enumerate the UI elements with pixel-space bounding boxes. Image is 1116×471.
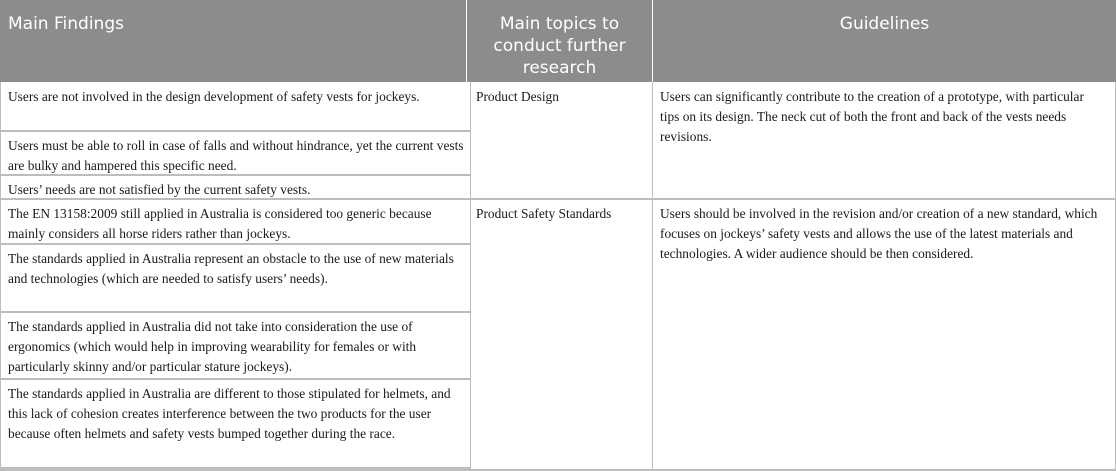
finding-cell: Users’ needs are not satisfied by the current safety vests. — [0, 176, 470, 200]
finding-cell: The EN 13158:2009 still applied in Australia is considered too generic because mainly considers all horse riders rather than jockeys. — [0, 200, 470, 245]
guideline-cell: Users should be involved in the revision and/or creation of a new standard, which focuses on jockeys’ safety vests and allows the use of the latest materials and technologies. A wider audience should be then considered. — [652, 200, 1116, 471]
finding-cell: Users are not involved in the design development of safety vests for jockeys. — [0, 83, 470, 132]
header-main-findings: Main Findings — [0, 0, 466, 82]
finding-cell: Users must be able to roll in case of falls and without hindrance, yet the current vests are bulky and hampered this specific need. — [0, 132, 470, 176]
column-divider — [652, 82, 653, 471]
header-main-topics: Main topics to conduct further research — [466, 0, 652, 82]
column-divider — [470, 82, 471, 471]
topic-cell: Product Design — [470, 83, 652, 200]
header-guidelines: Guidelines — [652, 0, 1116, 82]
finding-cell: The standards applied in Australia are different to those stipulated for helmets, and this lack of cohesion creates interference between the two products for the user because often helmets and safety vests bumped together during the race. — [0, 380, 470, 469]
column-divider — [0, 82, 1, 471]
topic-cell: Product Safety Standards — [470, 200, 652, 471]
finding-cell: The standards applied in Australia represent an obstacle to the use of new materials and technologies (which are needed to satisfy users’ needs). — [0, 245, 470, 313]
guideline-cell: Users can significantly contribute to the creation of a prototype, with particular tips on its design. The neck cut of both the front and back of the vests needs revisions. — [652, 83, 1116, 200]
finding-cell: The standards applied in Australia did not take into consideration the use of ergonomics (which would help in improving wearability for females or with particularly skinny and/or particular stature jockeys). — [0, 313, 470, 380]
